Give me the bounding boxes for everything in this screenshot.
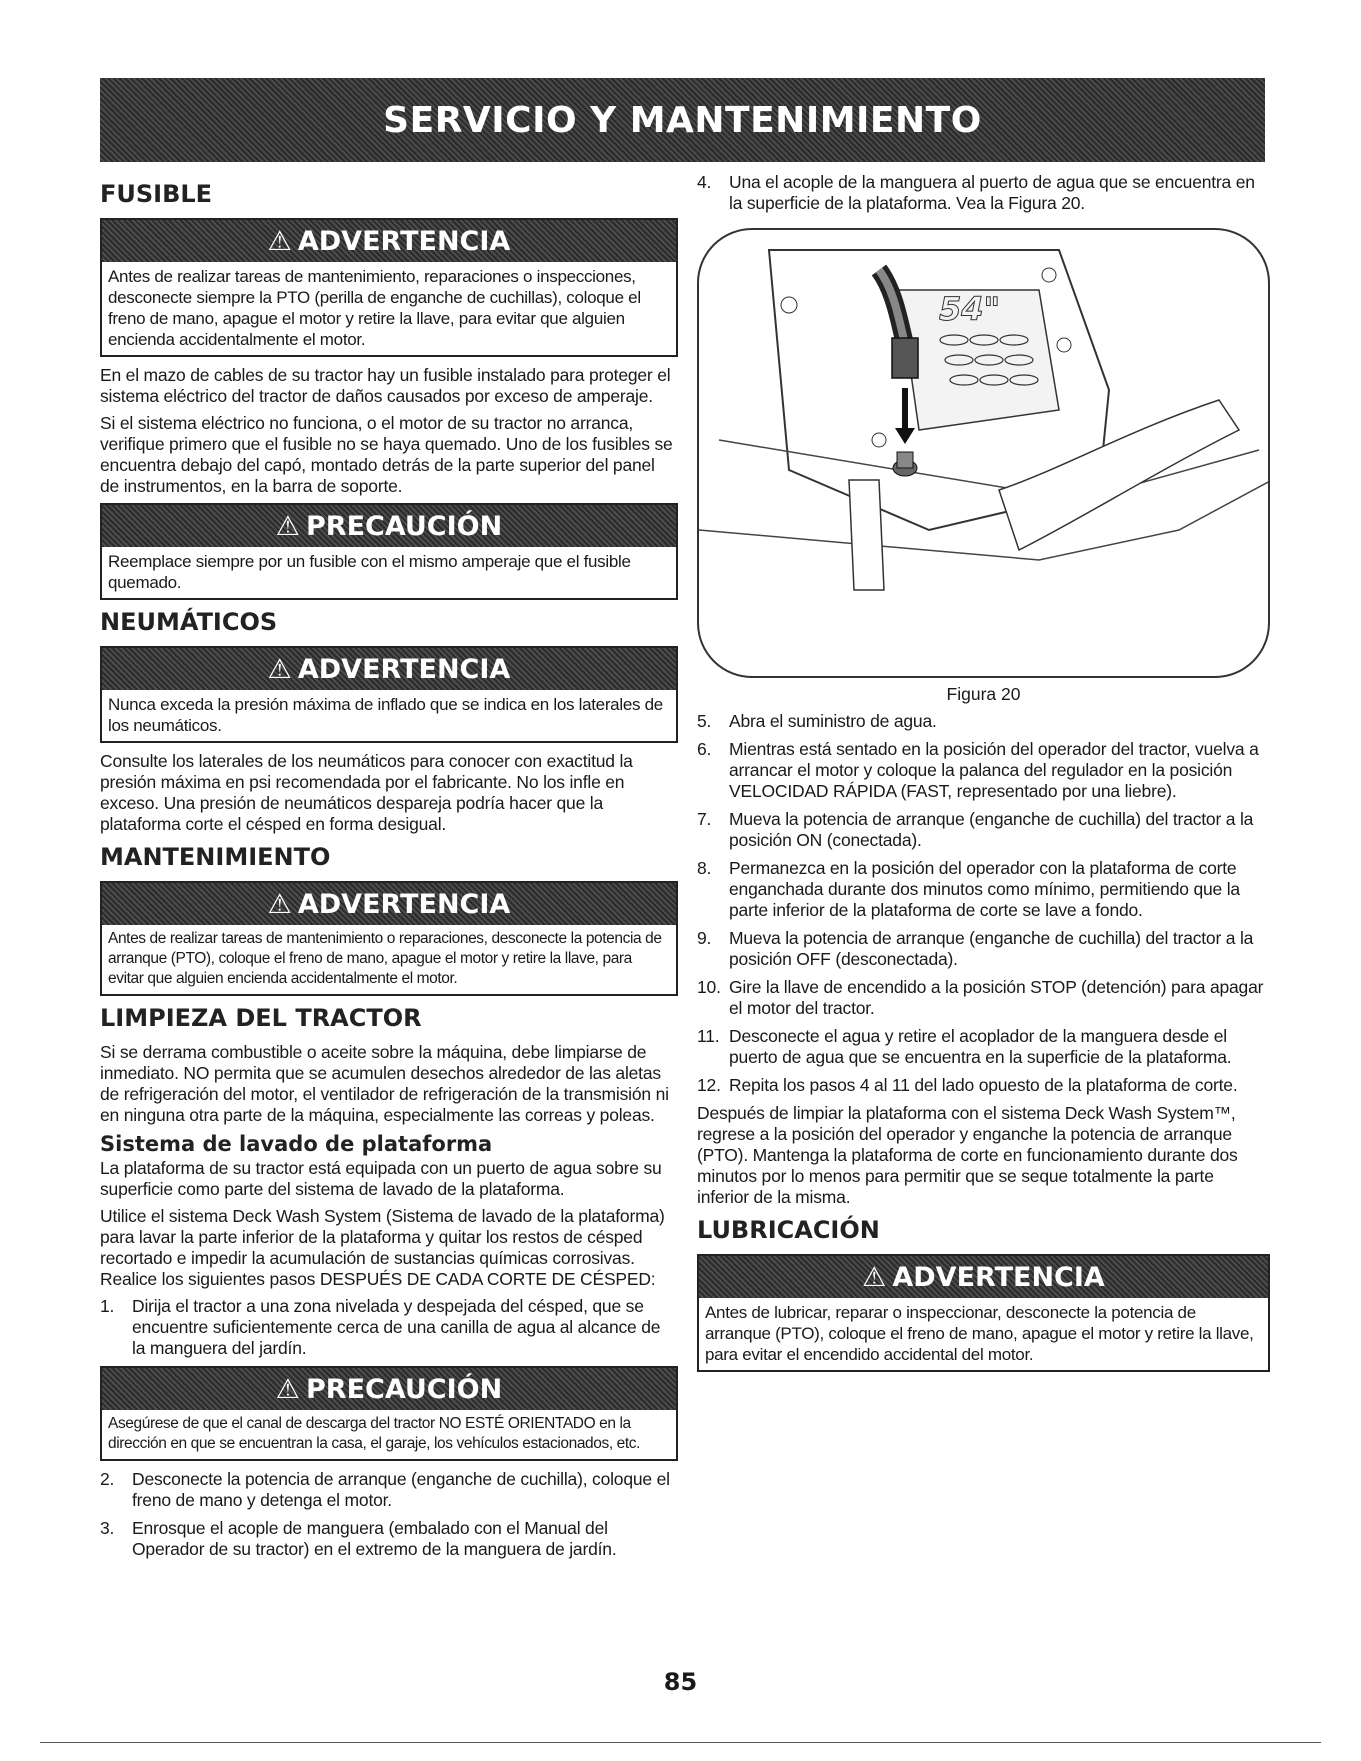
lavado-steps-list-b — [100, 1469, 678, 1560]
after-wash-paragraph: Después de limpiar la plataforma con el sistema Deck Wash System™, regrese a la posición del operador y enganche la potencia de arranque (PTO). Mantenga la plataforma de corte en funcionamiento durante dos minutos por lo menos para permitir que se seque totalmente la parte inferior de la misma. — [697, 1103, 1238, 1207]
deck-size-label: 54" — [939, 290, 1001, 328]
step-text: Abra el suministro de agua. — [729, 711, 937, 731]
warning-box-neumaticos — [100, 646, 678, 743]
warning-triangle-icon: ⚠ — [275, 510, 300, 542]
step-number: 5. — [697, 711, 712, 731]
caution-box-fusible — [100, 503, 678, 600]
warning-header — [699, 1256, 1268, 1298]
left-column — [100, 172, 678, 1567]
steps-list-top — [697, 172, 1270, 214]
warning-triangle-icon: ⚠ — [862, 1261, 887, 1293]
warning-header — [102, 648, 676, 690]
list-item — [697, 858, 1270, 921]
caution-text: Reemplace siempre por un fusible con el mismo amperaje que el fusible quemado. — [108, 552, 631, 592]
step-number: 8. — [697, 858, 712, 878]
step-number: 10. — [697, 977, 721, 997]
step-text: Desconecte el agua y retire el acoplador de la manguera desde el puerto de agua que se encuentra en la superficie de la plataforma. — [729, 1026, 1232, 1067]
step-number: 1. — [100, 1296, 115, 1316]
page-number: 85 — [663, 1668, 698, 1696]
step-text: Mueva la potencia de arranque (enganche de cuchilla) del tractor a la posición OFF (desconectada). — [729, 928, 1254, 969]
step-number: 3. — [100, 1518, 115, 1538]
step-number: 2. — [100, 1469, 115, 1489]
list-item — [697, 1075, 1270, 1096]
warning-box-fusible — [100, 218, 678, 357]
step-number: 11. — [697, 1026, 720, 1046]
step-text: Repita los pasos 4 al 11 del lado opuesto de la plataforma de corte. — [729, 1075, 1238, 1095]
lavado-paragraph-1: La plataforma de su tractor está equipada con un puerto de agua sobre su superficie como parte del sistema de lavado de la plataforma. — [100, 1158, 662, 1199]
step-number: 4. — [697, 172, 712, 192]
warning-label: ADVERTENCIA — [297, 888, 511, 920]
step-text: Desconecte la potencia de arranque (enganche de cuchilla), coloque el freno de mano y detenga el motor. — [132, 1469, 670, 1510]
page-banner — [100, 78, 1265, 162]
list-item — [697, 739, 1270, 802]
caution-text: Asegúrese de que el canal de descarga del tractor NO ESTÉ ORIENTADO en la dirección en que se encuentran la casa, el garaje, los vehículos estacionados, etc. — [108, 1415, 641, 1452]
warning-label: ADVERTENCIA — [892, 1261, 1105, 1293]
lavado-paragraph-2: Utilice el sistema Deck Wash System (Sistema de lavado de la plataforma) para lavar la parte inferior de la plataforma y quitar los restos de césped recortado e impedir la acumulación de sustancias químicas corrosivas. Realice los siguientes pasos DESPUÉS DE CADA CORTE DE CÉSPED: — [100, 1206, 665, 1289]
section-title-neumaticos: NEUMÁTICOS — [100, 608, 278, 636]
section-title-fusible: FUSIBLE — [100, 180, 213, 208]
warning-box-mantenimiento — [100, 881, 678, 996]
caution-header — [102, 505, 676, 547]
section-title-lubricacion: LUBRICACIÓN — [697, 1216, 880, 1244]
step-text: Enrosque el acople de manguera (embalado con el Manual del Operador de su tractor) en el extremo de la manguera de jardín. — [132, 1518, 617, 1559]
step-text: Mientras está sentado en la posición del operador del tractor, vuelva a arrancar el motor y coloque la palanca del regulador en la posición VELOCIDAD RÁPIDA (FAST, representado por una liebre). — [729, 739, 1259, 801]
caution-label: PRECAUCIÓN — [305, 510, 503, 542]
deck-hose-illustration — [699, 230, 1270, 678]
list-item — [697, 928, 1270, 970]
bottom-divider — [40, 1742, 1321, 1743]
warning-triangle-icon: ⚠ — [267, 225, 292, 257]
warning-text: Antes de lubricar, reparar o inspeccionar, desconecte la potencia de arranque (PTO), coloque el freno de mano, apague el motor y retire la llave, para evitar el encendido accidental del motor. — [705, 1303, 1254, 1364]
warning-text: Antes de realizar tareas de mantenimiento, reparaciones o inspecciones, desconecte siempre la PTO (perilla de enganche de cuchillas), coloque el freno de mano, apague el motor y retire la llave, para evitar que alguien encienda accidentalmente el motor. — [108, 267, 641, 349]
list-item — [100, 1518, 678, 1560]
caution-box-lavado — [100, 1366, 678, 1461]
step-text: Mueva la potencia de arranque (enganche de cuchilla) del tractor a la posición ON (conectada). — [729, 809, 1254, 850]
section-title-mantenimiento: MANTENIMIENTO — [100, 843, 331, 871]
warning-header — [102, 883, 676, 925]
step-number: 6. — [697, 739, 712, 759]
list-item — [100, 1296, 678, 1359]
warning-text: Nunca exceda la presión máxima de inflado que se indica en los laterales de los neumáticos. — [108, 695, 663, 735]
warning-label: ADVERTENCIA — [297, 653, 511, 685]
caution-label: PRECAUCIÓN — [305, 1373, 503, 1405]
step-number: 7. — [697, 809, 712, 829]
limpieza-paragraph: Si se derrama combustible o aceite sobre la máquina, debe limpiarse de inmediato. NO permita que se acumulen desechos alrededor de las aletas de refrigeración del motor, el ventilador de refrigeración de la transmisión ni en ninguna otra parte de la máquina, especialmente las correas y poleas. — [100, 1042, 669, 1125]
warning-triangle-icon: ⚠ — [275, 1373, 300, 1405]
list-item — [100, 1469, 678, 1511]
warning-text: Antes de realizar tareas de mantenimiento o reparaciones, desconecte la potencia de arranque (PTO), coloque el freno de mano, apague el motor y retire la llave, para evitar que alguien encienda accidentalmente el motor. — [108, 930, 662, 987]
caution-header — [102, 1368, 676, 1410]
figure-20-illustration — [697, 228, 1270, 678]
warning-label: ADVERTENCIA — [297, 225, 511, 257]
warning-triangle-icon: ⚠ — [267, 653, 292, 685]
warning-header — [102, 220, 676, 262]
warning-triangle-icon: ⚠ — [267, 888, 292, 920]
step-text: Dirija el tractor a una zona nivelada y despejada del césped, que se encuentre suficientemente cerca de una canilla de agua al alcance de la manguera del jardín. — [132, 1296, 661, 1358]
list-item — [697, 809, 1270, 851]
fusible-paragraph-1: En el mazo de cables de su tractor hay un fusible instalado para proteger el sistema eléctrico del tractor de daños causados por exceso de amperaje. — [100, 365, 671, 406]
lavado-steps-list-a — [100, 1296, 678, 1359]
subsection-title-lavado: Sistema de lavado de plataforma — [100, 1132, 493, 1156]
step-text: Permanezca en la posición del operador con la plataforma de corte enganchada durante dos minutos como mínimo, permitiendo que la parte inferior de la plataforma de corte se lave a fondo. — [729, 858, 1240, 920]
step-number: 9. — [697, 928, 712, 948]
list-item — [697, 977, 1270, 1019]
right-column — [697, 172, 1270, 1380]
fusible-paragraph-2: Si el sistema eléctrico no funciona, o el motor de su tractor no arranca, verifique primero que el fusible no se haya quemado. Uno de los fusibles se encuentra debajo del capó, montado detrás de la parte superior del panel de instrumentos, en la barra de soporte. — [100, 413, 673, 496]
list-item — [697, 1026, 1270, 1068]
list-item — [697, 172, 1270, 214]
list-item — [697, 711, 1270, 732]
step-text: Una el acople de la manguera al puerto de agua que se encuentra en la superficie de la plataforma. Vea la Figura 20. — [729, 172, 1255, 213]
neumaticos-paragraph: Consulte los laterales de los neumáticos para conocer con exactitud la presión máxima en psi recomendada por el fabricante. No los infle en exceso. Una presión de neumáticos despareja podría hacer que la plataforma corte el césped en forma desigual. — [100, 751, 633, 834]
section-title-limpieza: LIMPIEZA DEL TRACTOR — [100, 1004, 422, 1032]
warning-box-lubricacion — [697, 1254, 1270, 1372]
step-number: 12. — [697, 1075, 721, 1095]
page-title: SERVICIO Y MANTENIMIENTO — [383, 99, 982, 141]
step-text: Gire la llave de encendido a la posición STOP (detención) para apagar el motor del tractor. — [729, 977, 1264, 1018]
steps-list-main — [697, 711, 1270, 1096]
figure-caption: Figura 20 — [946, 684, 1021, 704]
